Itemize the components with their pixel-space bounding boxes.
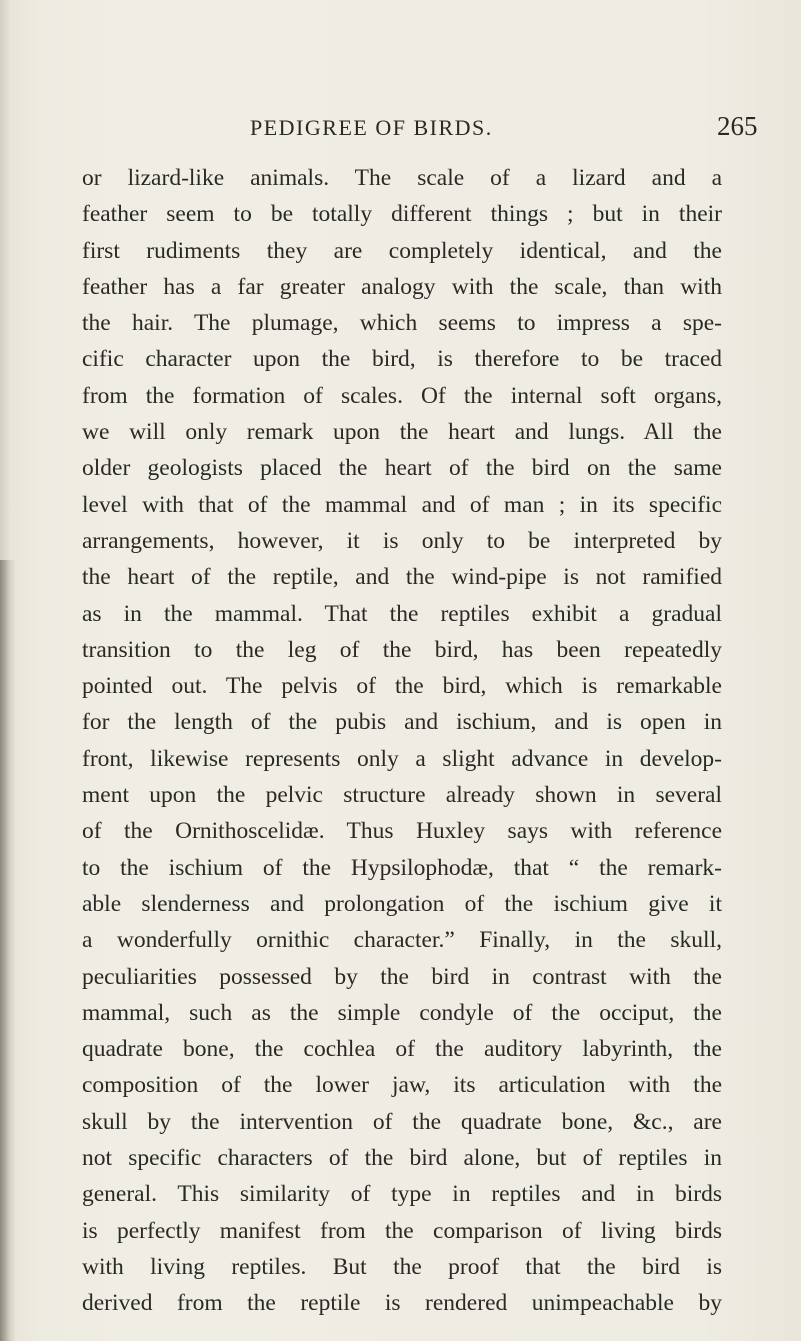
text-line: first rudiments they are completely identical, and the (82, 237, 722, 264)
text-line: peculiarities possessed by the bird in contrast with the (82, 963, 722, 990)
binding-shadow (0, 560, 16, 1341)
text-line: is perfectly manifest from the comparison of living birds (82, 1217, 722, 1244)
text-line: cific character upon the bird, is therefore to be traced (82, 346, 722, 373)
page-number: 265 (717, 111, 758, 141)
text-line: for the length of the pubis and ischium, and is open in (82, 709, 722, 736)
text-line: we will only remark upon the heart and lungs. All the (82, 419, 722, 446)
text-line: with living reptiles. But the proof that the bird is (82, 1253, 722, 1280)
text-line: mammal, such as the simple condyle of the occiput, the (82, 999, 722, 1026)
text-line: level with that of the mammal and of man ; in its specific (82, 491, 722, 518)
text-line: of the Ornithoscelidæ. Thus Huxley says with reference (82, 818, 722, 845)
text-line: or lizard-like animals. The scale of a lizard and a (82, 165, 722, 191)
text-line: general. This similarity of type in reptiles and in birds (82, 1181, 722, 1208)
text-line: front, likewise represents only a slight advance in develop- (82, 745, 722, 772)
text-line: as in the mammal. That the reptiles exhibit a gradual (82, 600, 722, 627)
text-line: able slenderness and prolongation of the ischium give it (82, 890, 722, 917)
text-line: a wonderfully ornithic character.” Finally, in the skull, (82, 927, 722, 954)
running-head (0, 111, 801, 149)
text-line: not specific characters of the bird alone, but of reptiles in (82, 1145, 722, 1172)
text-line: feather seem to be totally different things ; but in their (82, 201, 722, 228)
text-line: older geologists placed the heart of the bird on the same (82, 455, 722, 482)
text-line: the hair. The plumage, which seems to impress a spe- (82, 310, 722, 337)
text-line: to the ischium of the Hypsilophodæ, that “ the remark- (82, 854, 722, 881)
text-line: pointed out. The pelvis of the bird, which is remarkable (82, 673, 722, 700)
text-line: feather has a far greater analogy with the scale, than with (82, 273, 722, 300)
text-line: arrangements, however, it is only to be interpreted by (82, 527, 722, 554)
text-line: derived from the reptile is rendered unimpeachable by (82, 1290, 722, 1317)
text-line: composition of the lower jaw, its articulation with the (82, 1072, 722, 1099)
text-line: skull by the intervention of the quadrate bone, &c., are (82, 1108, 722, 1135)
body-text (82, 160, 722, 1322)
text-line: ment upon the pelvic structure already shown in several (82, 782, 722, 809)
running-title: PEDIGREE OF BIRDS. (250, 115, 493, 140)
binding-shadow-top (0, 0, 10, 560)
text-line: from the formation of scales. Of the internal soft organs, (82, 382, 722, 409)
text-line: transition to the leg of the bird, has been repeatedly (82, 636, 722, 663)
text-line: quadrate bone, the cochlea of the auditory labyrinth, the (82, 1036, 722, 1063)
text-line: the heart of the reptile, and the wind-pipe is not ramified (82, 564, 722, 591)
